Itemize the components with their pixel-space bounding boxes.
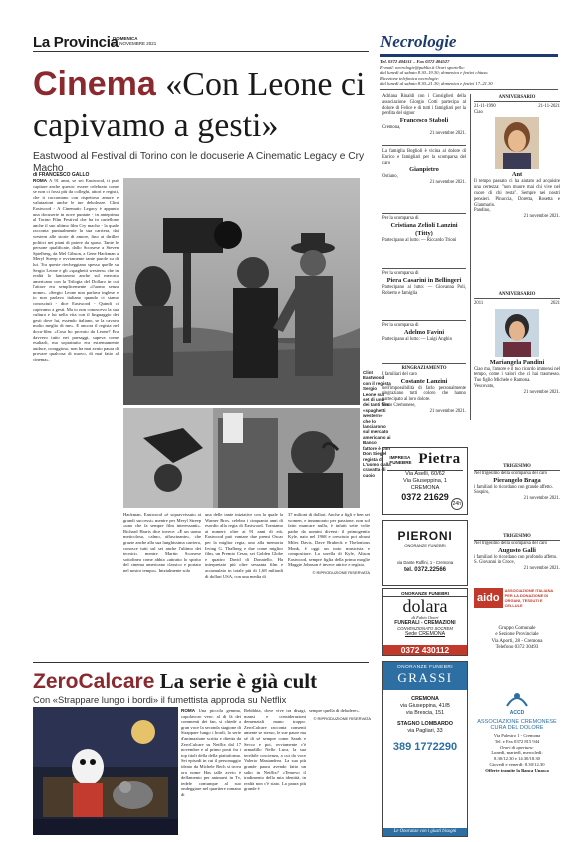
main-headline bbox=[33, 64, 373, 146]
notice-place: Cremona, bbox=[382, 125, 401, 131]
pietra-phone: 0372 21629 bbox=[401, 492, 449, 502]
pieroni-sub: ONORANZE FUNEBRI bbox=[404, 543, 446, 548]
zc-column-g-text: sempre quella di deludere». bbox=[309, 708, 360, 713]
grassi-top: ONORANZE FUNEBRI bbox=[397, 665, 453, 670]
tri-name: Augusto Galli bbox=[498, 546, 536, 554]
info-line-3: dal lunedì al sabato 8.30–19.30; domenica e festivi chiuso. bbox=[380, 70, 489, 76]
ad-dolara bbox=[382, 588, 468, 656]
copyright-note: © RIPRODUZIONE RISERVATA bbox=[312, 569, 370, 575]
notice-rule bbox=[382, 363, 466, 364]
notice-favini bbox=[382, 323, 466, 343]
zerocalcare-still bbox=[33, 707, 178, 835]
notice-text: La famiglia Boglioli è vicina al dolore di Enrico e famigliari per la scomparsa del caro bbox=[382, 149, 466, 166]
notice-name: Adelmo Favini bbox=[403, 328, 445, 336]
pietra-24h: 24h bbox=[451, 498, 463, 510]
notice-name: Costante Lanzini bbox=[400, 377, 448, 385]
article-column-a bbox=[33, 178, 119, 660]
acd-t1: ASSOCIAZIONE CREMONESE bbox=[477, 719, 557, 725]
ann-date-1: 2011 bbox=[474, 300, 484, 306]
trigesimo-braga bbox=[474, 464, 560, 502]
notice-rule bbox=[382, 213, 466, 214]
dolara-top: ONORANZE FUNEBRI bbox=[383, 591, 467, 597]
tri-text: Nel trigesimo della scomparsa del caro bbox=[474, 540, 548, 546]
masthead-date-text: 21 NOVEMBRE 2021 bbox=[113, 41, 157, 46]
headline-text: «Con Leone ci capivamo a gesti» bbox=[33, 66, 366, 144]
zerocalcare-kicker: ZeroCalcare bbox=[33, 670, 155, 693]
zerocalcare-column-g bbox=[309, 708, 371, 834]
ann-head: ANNIVERSARIO bbox=[474, 95, 560, 102]
ann-date: 21 novembre 2021. bbox=[523, 389, 560, 395]
article-column-d bbox=[288, 512, 370, 660]
pieroni-addr: via Dante Ruffini, 1 - Cremona bbox=[396, 560, 454, 565]
dateline: ROMA bbox=[33, 178, 48, 183]
trigesimo-galli bbox=[474, 534, 560, 572]
zerocalcare-title: La serie è già cult bbox=[159, 669, 318, 693]
notice-gianpietro bbox=[382, 149, 466, 186]
zerocalcare-column-f: Rebibbia, dove vive tra disagi, mansi e considerazioni demenziali mano troppo. ZeroCalcare racconta consenti amente se stesso, le sue paure ma sé di sé sempre come Sarah e Secco e poi, ovviamente c'è armadillo Nello Luca, la sua terribile coscienza, a cui da voce Valerio Mastandrea. La sua più grande paura avendo fatto un salto in Netflix? «Temevo il tradimento della mia identità, in realtà non c'è stato. La paura più grande è bbox=[244, 708, 306, 792]
masthead-date bbox=[113, 36, 156, 46]
ad-pietra bbox=[382, 447, 468, 515]
dolara-line2: CONVENZIONATO SOCREM bbox=[397, 626, 453, 631]
pietra-addr2: Via Giuseppina, 1 bbox=[402, 478, 448, 484]
ann-head: ANNIVERSARIO bbox=[474, 292, 560, 299]
ann-date-1: 21-11-1990 bbox=[474, 103, 496, 109]
notice-date: 21 novembre 2021. bbox=[429, 130, 466, 136]
anniversario-ant bbox=[474, 95, 560, 220]
dolara-sede: Sede CREMONA bbox=[404, 631, 446, 637]
notice-name: Francesco Staboli bbox=[399, 117, 449, 125]
notice-date: 21 novembre 2021. bbox=[429, 180, 466, 186]
notice-text: I familiari del caro bbox=[382, 371, 418, 377]
aido-g4: Telefono 0372 30493 bbox=[495, 645, 539, 651]
ann-place: Pandino, bbox=[474, 208, 491, 214]
masthead-day: DOMENICA bbox=[113, 36, 138, 41]
notice-part: Partecipano al lutto: — Luigi Anghin bbox=[382, 336, 452, 342]
info-line-1: Tel. 0372 404511 – Fax 0372 404527 bbox=[380, 59, 450, 64]
article-column-c: una delle tante iniziative con la quale la Warner Bros. celebra i cinquanta anni di esordio alla regia di Eastwood. Torniamo ai numeri: oltre ai 91 anni di età, Eastwood può vantare due premi Oscar per la miglior regia, uno alla memoria Irving G. Thalberg e due come miglior film, un Premio Cesar, sei Golden Globe e quattro David di Donatello. Ha interpretato più oltre sessanta film e accumulato in totale più di 1,68 miliardi di dollari USA, con una media di bbox=[205, 512, 283, 579]
masthead-logo: La Provincia bbox=[33, 34, 119, 51]
ad-aido bbox=[474, 588, 560, 680]
notice-part: Partecipano al lutto: — Giovanna Poli, Roberto e famiglia bbox=[382, 284, 466, 296]
ad-acd bbox=[474, 688, 560, 828]
anniversario-pandini bbox=[474, 292, 560, 396]
cartoon-illustration bbox=[33, 707, 178, 835]
notice-head: RINGRAZIAMENTO bbox=[401, 366, 447, 371]
grassi-a1: via Giuseppina, 41/B bbox=[400, 703, 450, 709]
photo-caption bbox=[363, 370, 391, 478]
tri-name: Pierangelo Braga bbox=[493, 476, 541, 484]
notice-rule bbox=[382, 320, 466, 321]
pietra-city: CREMONA bbox=[410, 485, 440, 491]
acd-t2: CURA DEL DOLORE bbox=[490, 725, 544, 731]
zerocalcare-column-e bbox=[181, 708, 241, 834]
article-byline: di FRANCESCO GALLO bbox=[33, 172, 90, 178]
grassi-name: GRASSI bbox=[397, 670, 453, 685]
caption-text: Clint Eastwood con il regista Sergio Leone sul set di uno dei tanti film «spaghetti western» che lo lanciarono sul mercato americano ai Banco fattore è con Don Siegel regista di L'uomo dalla cravatta di cuoio bbox=[363, 370, 391, 478]
notice-rule bbox=[382, 268, 466, 269]
grassi-c2: STAGNO LOMBARDO bbox=[397, 721, 453, 727]
notice-casarini bbox=[382, 271, 466, 296]
acd-t9: Offerte tramite la Banca Unasca bbox=[485, 767, 549, 773]
headline-kicker: Cinema bbox=[33, 65, 156, 103]
dolara-phone: 0372 430112 bbox=[383, 645, 467, 655]
pieroni-tel: tel. 0372.22566 bbox=[403, 567, 447, 573]
tri-text: Nel trigesimo della scomparsa del caro bbox=[474, 470, 548, 476]
dolara-line: FUNERALI - CREMAZIONI bbox=[394, 620, 456, 626]
grassi-phone: 389 1772290 bbox=[392, 741, 458, 753]
notice-place: Ostiano, bbox=[382, 174, 398, 180]
tri-date: 21 novembre 2021. bbox=[523, 566, 560, 572]
zc-column-e-text: Una piccola gemma, capolavoro vero: al di là dei commenti dei fan, si chiede a gran voce la seconda stagione di Strappare lungo i bordi, la serie d'animazione scritta e diretta da ZeroCalcare su Netflix dal 17 novembre e al primo posti fra i top titoli della della piattaforma. Sei episodi in cui il personaggio ideato da Michele Rech si trova ora nome Has talle avvio è deflamento per animarsi in Tv, tedele comunque al suo ondeggiare nel quartiere romano di bbox=[181, 708, 241, 797]
section-rule bbox=[33, 662, 369, 663]
pietra-top: IMPRESA FUNEBRE bbox=[389, 454, 412, 465]
notice-name: Cristiana Zelioli Lanzini (Titty) bbox=[390, 221, 458, 237]
tri-place: Sospiro, bbox=[474, 490, 490, 496]
grassi-a2: via Brescia, 151 bbox=[405, 710, 445, 716]
acd-name: ACCD bbox=[509, 710, 525, 716]
dolara-sub: di Fabio Oneri bbox=[411, 615, 439, 620]
necrologie-info bbox=[380, 59, 560, 87]
ad-pieroni bbox=[382, 520, 468, 586]
acd-t8: Giovedì e venerdì: 8.30/12.30 bbox=[489, 761, 545, 767]
info-line-2: E-mail: necrologie@publia.it Orari sportello: bbox=[380, 64, 465, 70]
notice-body: nell'impossibilità di farlo personalmente ringraziano tutti coloro che hanno partecipato al loro dolore. bbox=[382, 385, 466, 403]
aido-logo: aido bbox=[474, 588, 503, 608]
tri-place: S. Giovanni in Croce, bbox=[474, 560, 515, 566]
acd-t3: Via Palestro 1 - Cremona bbox=[493, 733, 541, 738]
photo-eastwood-siegel bbox=[123, 408, 360, 508]
column-divider bbox=[470, 94, 471, 420]
notice-ringraziamento bbox=[382, 366, 466, 415]
column-a-text: A 91 anni, se sei Eastwood, ti può capitare anche questo: essere celebrato come se non ci fossi più da colleghi, attori e registi, che ti raccontano con rispettoso amore e valutazioni anche le tue debolezze. Clint Eastwood - A Cinematic Legacy è appunto una docuserie in nove puntate - in anteprima al Torino Film Festival che ha in cartellone anche il suo ultimo film Cry macho - la quale racconta puntualmente la sua carriera, dai western alle storie di amore, fino ai thriller politici nei piani di potere da spaso. Tante le persone qualificate, dallo Scorsese a Steven Spielberg, da Mel Gibson, a Gene Hackman a Meryl Streep e ovviamente tante parole su di lui. Tra queste riecheggiano spesso quelle su Sergio Leone e gli «spaghetti western» che in realtà lo lanciarono anche sul mercato americano con la Trilogia del Dollaro in cui l'attore era semplicemente «l'uomo senza nome». «Sergio Leone non parlava inglese e io non parlavo italiano quando ci siamo conosciuti - dice Eastwood - Quindi ci capivamo a gesti. Ma io non conoscevo la sua cultura e lui nella vita con il linguaggio dei gesti dove lui, essendo italiano, se la cavava molto meglio di me». E ancora il regista nel docu-film: «Cosa ho provato da Leone? Era davvero tutto nei paesaggi, sapeva come esaltarli, ma soprattutto era estremamente audace, coraggioso, non ha mai avuto paura di provare qualcosa di nuovo, di mai fatto al cinema». bbox=[33, 178, 119, 362]
tri-head: TRIGESIMO bbox=[474, 534, 560, 541]
aido-g3: Via Aporti, 28 - Cremona bbox=[491, 638, 543, 644]
ann-name: Ant bbox=[511, 171, 523, 179]
photo-eastwood-leone bbox=[123, 178, 360, 405]
notice-zelioli bbox=[382, 216, 466, 244]
grassi-c1: CREMONA bbox=[411, 696, 439, 702]
notice-part: Partecipano al lutto: — Riccardo Trioni bbox=[382, 237, 457, 243]
info-line-5: dal lunedì al sabato 8.30–21.30; domenica e festivi 17–21.30 bbox=[380, 81, 493, 87]
column-d-text: 37 milioni di dollari. Anche a figli e ben sei women, e innamorato per passione, non sol fatto mancare nulla, è infatti sette volte padre da uomini diversi: il primogenito Kyle, nato nel 1968 e cresciuto poi alcuni Miles Davis, Dave Brubeck e Thelonious Monk, è oggi un noto musicista e compositore. La sorella di Kyle, Alison Eastwood, sempre figlia della prima moglie Maggie Johnson è invece attrice e regista. bbox=[288, 512, 370, 568]
pietra-name: Pietra bbox=[418, 451, 461, 467]
ann-date-2: 2021 bbox=[550, 300, 560, 306]
dolara-name: dolara bbox=[402, 596, 448, 616]
ad-grassi bbox=[382, 661, 468, 837]
acd-t6: Lunedì, martedì, mercoledì: bbox=[491, 750, 543, 756]
notice-date: 21 novembre 2021. bbox=[429, 408, 466, 414]
ann-place: Vescovato, bbox=[474, 383, 495, 389]
photo2-illustration bbox=[123, 408, 360, 508]
notice-rule bbox=[382, 145, 466, 146]
notice-staboli bbox=[382, 94, 466, 137]
notice-text: Adriana Rinaldi con i Consiglieri della associazione Giorgio Cotti partecipa al dolore di Felice e di tutti i famigliari per la perdita del signor bbox=[382, 94, 466, 117]
info-line-4: Ricezione telefonica necrologie: bbox=[380, 75, 440, 81]
notice-place: Sesto Cremonese, bbox=[382, 402, 416, 408]
ann-name: Mariangela Pandini bbox=[489, 358, 545, 366]
aido-g2: e Sezione Provinciale bbox=[495, 632, 539, 638]
grassi-a3: via Pagliari, 33 bbox=[407, 728, 443, 734]
article-subhead: Eastwood al Festival di Torino con le docuserie A Cinematic Legacy e Cry Macho bbox=[33, 151, 365, 174]
necrologie-bar bbox=[380, 54, 558, 57]
acd-t5: Orari di apertura: bbox=[500, 744, 534, 750]
photo-illustration bbox=[123, 178, 360, 405]
necrologie-top-rule bbox=[380, 89, 558, 90]
tri-date: 21 novembre 2021. bbox=[523, 496, 560, 502]
zc-copyright-note: © RIPRODUZIONE RISERVATA bbox=[313, 715, 371, 721]
acd-t7: 8.30/12.30 e 14.30/18.30 bbox=[494, 756, 540, 762]
zc-dateline: ROMA bbox=[181, 708, 196, 713]
grassi-foot: Le Onoranze con i giusti bisogni bbox=[383, 828, 467, 836]
article-column-b: Hackman, Eastwood «è sopravvissuto ai grandi successi» mentre per Meryl Streep «uno che fa sempre film interessanti». Richard Harris dice invece: «È un uomo meticoloso, calmo, affascinante», che grazie anche alla sua lunghissima carriera, conosce tutti sul set anche l'ultimo dei tecnici» mentre Martin Scorsese sottolinea come abbia «attratto lo spirito del cinema americano classico e portato nel nostro tempo». Inizialmente solo bbox=[123, 512, 201, 573]
ann-body: Il tempo passato ci ha aiutato ad acquisire una certezza: "non muore mai chi vive nel cuore di chi resta". Sempre nei nostri pensieri. Pinuccia, Doretta, Rosetta e Gianmario. bbox=[474, 179, 560, 208]
masthead-rule bbox=[33, 51, 369, 52]
notice-text: Per la scomparsa di bbox=[382, 323, 419, 328]
notice-text: Per la scomparsa di bbox=[382, 216, 419, 221]
pieroni-name: PIERONI bbox=[397, 529, 453, 543]
portrait-pandini bbox=[495, 309, 539, 357]
notice-name: Piera Casarini in Bellingeri bbox=[386, 276, 462, 284]
tri-body: i familiari lo ricordano con profondo affetto. bbox=[474, 554, 558, 560]
aido-g1: Gruppo Comunale bbox=[498, 626, 536, 631]
notice-name: Gianpietro bbox=[409, 166, 439, 174]
ann-date: 21 novembre 2021. bbox=[523, 214, 560, 220]
pietra-addr1: Via Aselli, 60/62 bbox=[405, 471, 445, 477]
acd-t4: Tel. e Fax 0372 815 944 bbox=[494, 738, 540, 744]
portrait-ant bbox=[495, 117, 539, 169]
aido-title: ASSOCIAZIONE ITALIANA PER LA DONAZIONE DI ORGANI, TESSUTI E CELLULE bbox=[504, 588, 554, 608]
notice-text: Per la scomparsa di bbox=[382, 271, 419, 276]
acd-logo-icon bbox=[503, 688, 531, 710]
ann-date-2: 21-11-2021 bbox=[538, 103, 560, 109]
ann-body: Ciao ma, l'amore e il tuo ricordo immensi nel tempo, come i valori che ci hai trasmesso. Tuo figlio Michele e Ramona. bbox=[474, 366, 560, 384]
zerocalcare-subhead: Con «Strappare lungo i bordi» il fumettista approda su Netflix bbox=[33, 694, 287, 705]
necrologie-title: Necrologie bbox=[380, 32, 457, 51]
ann-ciao: Ciao bbox=[474, 109, 483, 115]
zerocalcare-headline bbox=[33, 669, 317, 694]
tri-body: i familiari lo ricordano con grande affetto. bbox=[474, 484, 553, 490]
tri-head: TRIGESIMO bbox=[474, 464, 560, 471]
